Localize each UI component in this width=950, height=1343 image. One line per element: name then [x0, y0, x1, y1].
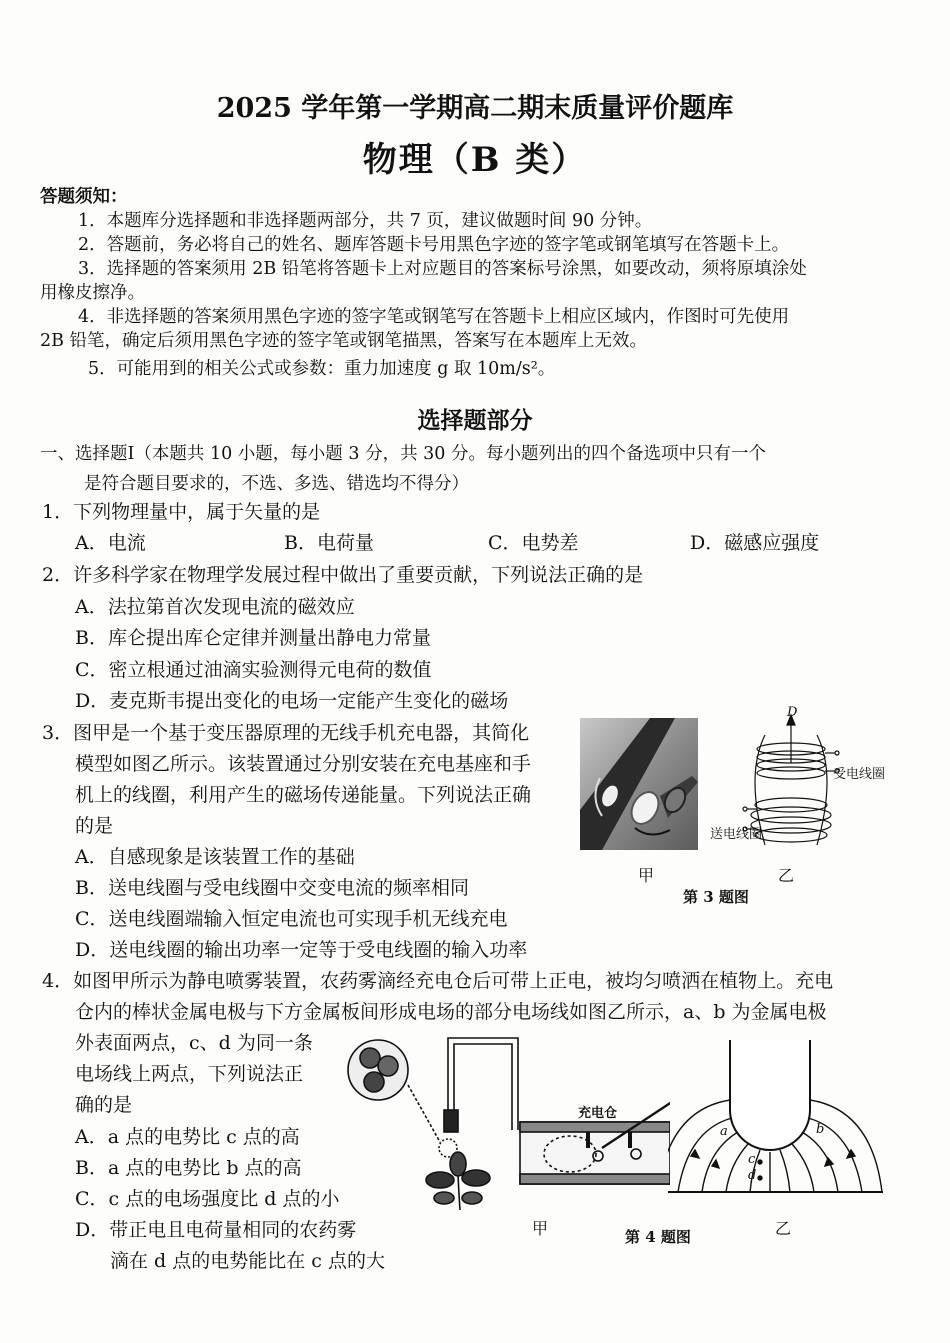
- q4-option-a: A．a 点的电势比 c 点的高: [75, 1126, 300, 1148]
- section-heading: 选择题部分: [417, 407, 533, 434]
- q3-coil-diagram: [705, 705, 885, 855]
- q4-point-d: d: [748, 1168, 757, 1183]
- q2-option-d: D．麦克斯韦提出变化的电场一定能产生变化的磁场: [75, 690, 509, 712]
- q2-option-b: B．库仑提出库仑定律并测量出静电力常量: [75, 627, 431, 649]
- q4-point-b: b: [816, 1122, 825, 1137]
- q2-option-a: A．法拉第首次发现电流的磁效应: [75, 596, 355, 618]
- q4-stem-line: 确的是: [75, 1094, 133, 1116]
- q3-option-b: B．送电线圈与受电线圈中交变电流的频率相同: [75, 877, 469, 899]
- q3-fig-label-yi: 乙: [778, 866, 795, 885]
- q4-field-diagram: [668, 1040, 883, 1200]
- q4-point-a: a: [720, 1124, 728, 1139]
- q4-stem-line: 4．如图甲所示为静电喷雾装置，农药雾滴经充电仓后可带上正电，被均匀喷洒在植物上。充电: [42, 970, 834, 992]
- q3-option-c: C．送电线圈端输入恒定电流也可实现手机无线充电: [75, 908, 508, 930]
- section-intro: 一、选择题Ⅰ（本题共 10 小题，每小题 3 分，共 30 分。每小题列出的四个备选项中只有一个: [40, 444, 766, 464]
- q3-stem-line: 机上的线圈，利用产生的磁场传递能量。下列说法正确: [75, 784, 532, 806]
- q3-photo-charger: [580, 718, 698, 850]
- q3-option-a: A．自感现象是该装置工作的基础: [75, 846, 355, 868]
- q4-spray-device: [340, 1030, 670, 1215]
- q3-fig-label-jia: 甲: [638, 866, 655, 885]
- q4-fig-label-yi: 乙: [775, 1219, 792, 1238]
- notice-item: 用橡皮擦净。: [40, 283, 145, 303]
- section-intro: 是符合题目要求的，不选、多选、错选均不得分）: [84, 474, 469, 494]
- q1-option-c: C．电势差: [488, 532, 579, 554]
- notice-item: 2B 铅笔，确定后须用黑色字迹的签字笔或钢笔描黑，答案写在本题库上无效。: [40, 331, 648, 351]
- page-subtitle: 物理（B 类）: [362, 140, 588, 180]
- q4-stem-line: 外表面两点，c、d 为同一条: [75, 1032, 313, 1054]
- notice-item: 5．可能用到的相关公式或参数：重力加速度 g 取 10m/s²。: [88, 359, 556, 379]
- q3-stem-line: 模型如图乙所示。该装置通过分别安装在充电基座和手: [75, 753, 532, 775]
- q4-option-c: C．c 点的电场强度比 d 点的小: [75, 1188, 340, 1210]
- q2-option-c: C．密立根通过油滴实验测得元电荷的数值: [75, 659, 432, 681]
- q4-fig-caption: 第 4 题图: [625, 1228, 691, 1246]
- notice-item: 2．答题前，务必将自己的姓名、题库答题卡号用黑色字迹的签字笔或钢笔填写在答题卡上。: [78, 235, 790, 255]
- q4-option-d: D．带正电且电荷量相同的农药雾: [75, 1219, 357, 1241]
- q1-stem: 1．下列物理量中，属于矢量的是: [42, 501, 321, 523]
- notice-item: 3．选择题的答案须用 2B 铅笔将答题卡上对应题目的答案标号涂黑，如要改动，须将原填涂处: [78, 259, 807, 279]
- q3-fig-caption: 第 3 题图: [683, 888, 749, 906]
- notice-item: 4．非选择题的答案须用黑色字迹的签字笔或钢笔写在答题卡上相应区域内，作图时可先使用: [78, 307, 790, 327]
- notice-item: 1．本题库分选择题和非选择题两部分，共 7 页，建议做题时间 90 分钟。: [78, 211, 653, 231]
- page-title: 2025 学年第一学期高二期末质量评价题库: [216, 93, 734, 124]
- q4-option-b: B．a 点的电势比 b 点的高: [75, 1157, 302, 1179]
- q4-label-chamber: 充电仓: [578, 1106, 618, 1121]
- q4-stem-line: 仓内的棒状金属电极与下方金属板间形成电场的部分电场线如图乙所示，a、b 为金属电极: [75, 1001, 827, 1023]
- q4-stem-line: 电场线上两点，下列说法正: [75, 1063, 304, 1085]
- q3-stem-line: 的是: [75, 815, 114, 837]
- q3-stem-line: 3．图甲是一个基于变压器原理的无线手机充电器，其简化: [42, 722, 530, 744]
- q3-label-send: 送电线圈: [710, 827, 763, 842]
- notice-heading: 答题须知：: [40, 187, 128, 207]
- q3-label-d: D: [787, 705, 798, 720]
- q1-option-a: A．电流: [75, 532, 146, 554]
- q3-label-receive: 受电线圈: [833, 767, 886, 782]
- q1-option-b: B．电荷量: [284, 532, 374, 554]
- q3-option-d: D．送电线圈的输出功率一定等于受电线圈的输入功率: [75, 939, 528, 961]
- q2-stem: 2．许多科学家在物理学发展过程中做出了重要贡献，下列说法正确的是: [42, 564, 644, 586]
- q4-option-d-cont: 滴在 d 点的电势能比在 c 点的大: [110, 1250, 385, 1272]
- q4-fig-label-jia: 甲: [532, 1219, 549, 1238]
- q1-option-d: D．磁感应强度: [690, 532, 820, 554]
- q4-point-c: c: [748, 1152, 756, 1167]
